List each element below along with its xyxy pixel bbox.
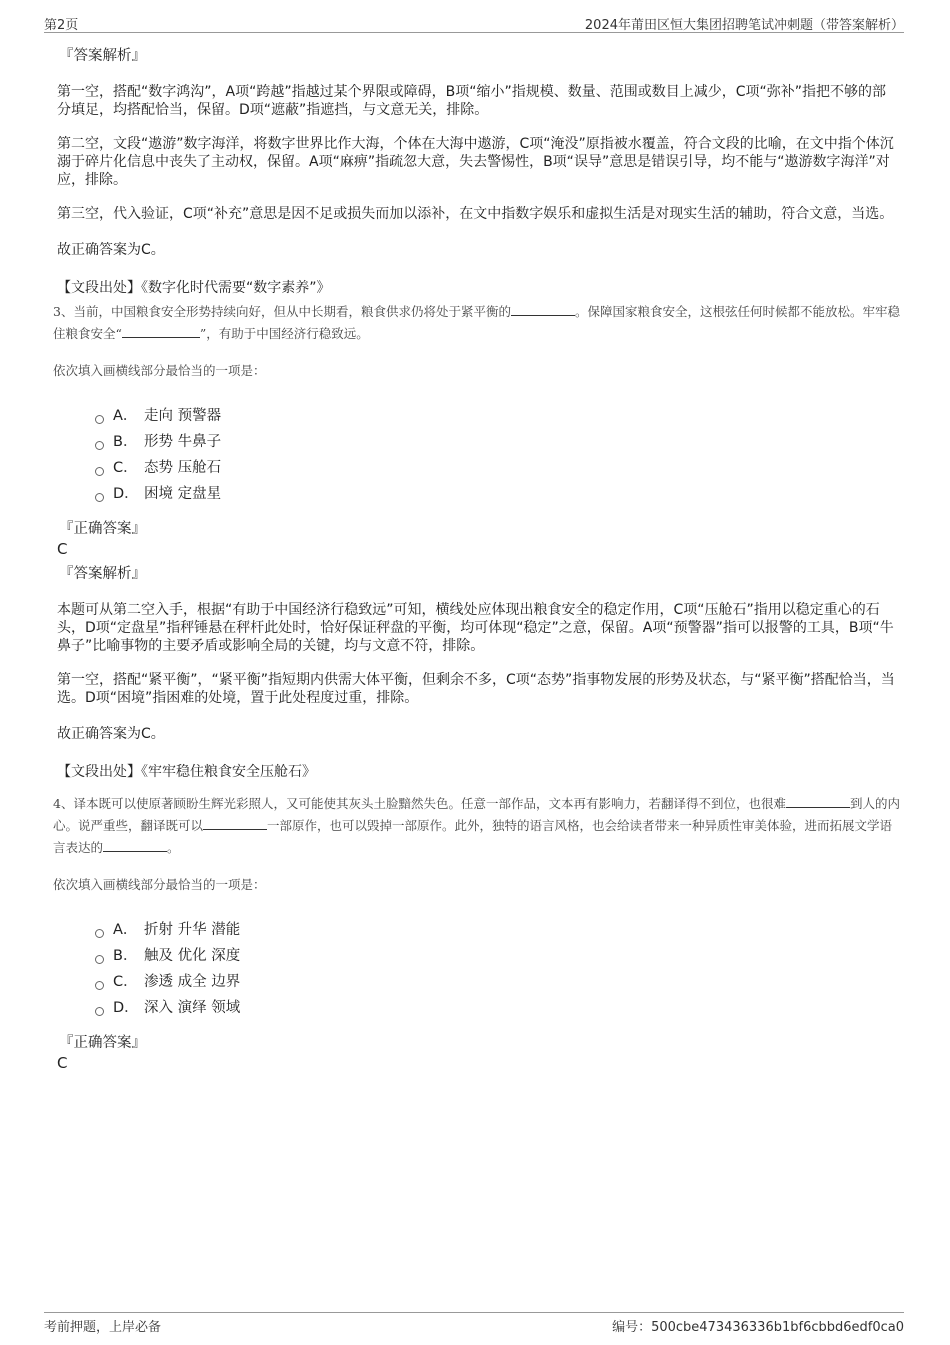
option-b[interactable] (95, 943, 897, 969)
option-a[interactable] (95, 403, 897, 429)
question-4-correct-value: C (57, 1054, 68, 1072)
prev-analysis-label: 『答案解析』 (59, 48, 146, 64)
question-3-analysis-paragraph-1: 本题可从第二空入手，根据“有助于中国经济行稳致远”可知，横线处应体现出粮食安全的稳定作用，C项“压舱石”指用以稳定重心的石头，D项“定盘星”指秤锤悬在秤杆此处时，恰好保证秤盘的平衡，均可体现“稳定”之意，保留。A项“预警器”指可以报警的工具，B项“牛鼻子”比喻事物的主要矛盾或影响全局的关键，均与文意不符，排除。 (57, 602, 894, 654)
page-header (44, 14, 904, 33)
option-c[interactable] (95, 969, 897, 995)
option-text: 形势 牛鼻子 (144, 434, 222, 450)
question-3-options (95, 403, 897, 507)
prev-analysis-paragraph-2: 第二空，文段“遨游”数字海洋，将数字世界比作大海，个体在大海中遨游，C项“淹没”原指被水覆盖，符合文段的比喻，在文中指个体沉溺于碎片化信息中丧失了主动权，保留。A项“麻痹”指疏忽大意，失去警惕性，B项“误导”意思是错误引导，均不能与“遨游数字海洋”对应，排除。 (57, 136, 894, 188)
prev-final-answer: 故正确答案为C。 (57, 242, 165, 258)
option-a[interactable] (95, 917, 897, 943)
question-3-instruction: 依次填入画横线部分最恰当的一项是： (53, 363, 266, 378)
question-3-text-2: 。保障国家粮食安全，这根弦任何时候都不能放松。牢牢稳住粮食安全“ (53, 304, 900, 341)
question-3-text-1: 3、当前，中国粮食安全形势持续向好，但从中长期看，粮食供求仍将处于紧平衡的 (53, 304, 511, 319)
question-3-analysis-paragraph-2: 第一空，搭配“紧平衡”，“紧平衡”指短期内供需大体平衡，但剩余不多，C项“态势”指事物发展的形势及状态，与“紧平衡”搭配恰当，当选。D项“困境”指困难的处境，置于此处程度过重，排除。 (57, 672, 895, 706)
prev-analysis-paragraph-3: 第三空，代入验证，C项“补充”意思是因不足或损失而加以添补，在文中指数字娱乐和虚拟生活是对现实生活的辅助，符合文意，当选。 (57, 206, 894, 222)
question-4-text-1: 4、译本既可以使原著顾盼生辉光彩照人，又可能使其灰头土脸黯然失色。任意一部作品，文本再有影响力，若翻译得不到位，也很难 (53, 796, 786, 811)
option-letter: A． (113, 408, 138, 424)
blank-line (203, 817, 267, 830)
main-content (53, 44, 900, 1076)
question-3-text-3: ”，有助于中国经济行稳致远。 (199, 326, 369, 341)
question-4-instruction: 依次填入画横线部分最恰当的一项是： (53, 877, 266, 892)
document-title: 2024年莆田区恒大集团招聘笔试冲刺题（带答案解析） (584, 18, 904, 33)
prev-analysis-paragraph-1: 第一空，搭配“数字鸿沟”，A项“跨越”指越过某个界限或障碍，B项“缩小”指规模、数量、范围或数目上减少，C项“弥补”指把不够的部分填足，均搭配恰当，保留。D项“遮蔽”指遮挡，与文意无关，排除。 (57, 84, 886, 118)
option-letter: D． (113, 486, 139, 502)
option-d[interactable] (95, 481, 897, 507)
question-4-text-2: 到人的内心。说严重些，翻译既可以 (53, 796, 900, 833)
option-letter: B． (113, 948, 138, 964)
question-3-correct-label: 『正确答案』 (59, 521, 146, 537)
option-d[interactable] (95, 995, 897, 1021)
question-3-analysis-label: 『答案解析』 (59, 566, 146, 582)
option-b[interactable] (95, 429, 897, 455)
document-id: 编号：500cbe473436336b1bf6cbbd6edf0ca0 (612, 1320, 904, 1335)
radio-icon[interactable] (95, 467, 104, 476)
blank-line (103, 839, 167, 852)
question-4-correct-label: 『正确答案』 (59, 1035, 146, 1051)
radio-icon[interactable] (95, 415, 104, 424)
option-text: 深入 演绎 领域 (144, 1000, 241, 1016)
radio-icon[interactable] (95, 955, 104, 964)
option-text: 触及 优化 深度 (144, 948, 241, 964)
blank-line (786, 795, 850, 808)
radio-icon[interactable] (95, 441, 104, 450)
question-4-options (95, 917, 897, 1021)
question-3-final-answer: 故正确答案为C。 (57, 726, 165, 742)
option-letter: C． (113, 460, 138, 476)
radio-icon[interactable] (95, 1007, 104, 1016)
question-4-text-4: 。 (167, 840, 180, 855)
page-number: 第2页 (44, 18, 79, 33)
page-footer (44, 1312, 904, 1335)
blank-line (122, 325, 200, 338)
radio-icon[interactable] (95, 493, 104, 502)
radio-icon[interactable] (95, 929, 104, 938)
option-letter: A． (113, 922, 138, 938)
option-text: 折射 升华 潜能 (144, 922, 241, 938)
blank-line (511, 303, 575, 316)
option-text: 渗透 成全 边界 (144, 974, 241, 990)
question-3-correct-value: C (57, 540, 68, 558)
radio-icon[interactable] (95, 981, 104, 990)
option-text: 困境 定盘星 (144, 486, 222, 502)
question-3-stem (53, 301, 901, 345)
option-letter: B． (113, 434, 138, 450)
question-4-text-3: 一部原作，也可以毁掉一部原作。此外，独特的语言风格，也会给读者带来一种异质性审美体验，进而拓展文学语言表达的 (53, 818, 893, 855)
option-c[interactable] (95, 455, 897, 481)
option-letter: D． (113, 1000, 139, 1016)
option-text: 走向 预警器 (144, 408, 222, 424)
question-4-stem (53, 793, 901, 859)
question-3-source: 【文段出处】《牢牢稳住粮食安全压舱石》 (57, 764, 316, 780)
footer-slogan: 考前押题，上岸必备 (44, 1320, 162, 1335)
option-letter: C． (113, 974, 138, 990)
option-text: 态势 压舱石 (144, 460, 222, 476)
prev-source: 【文段出处】《数字化时代需要“数字素养”》 (57, 280, 331, 296)
